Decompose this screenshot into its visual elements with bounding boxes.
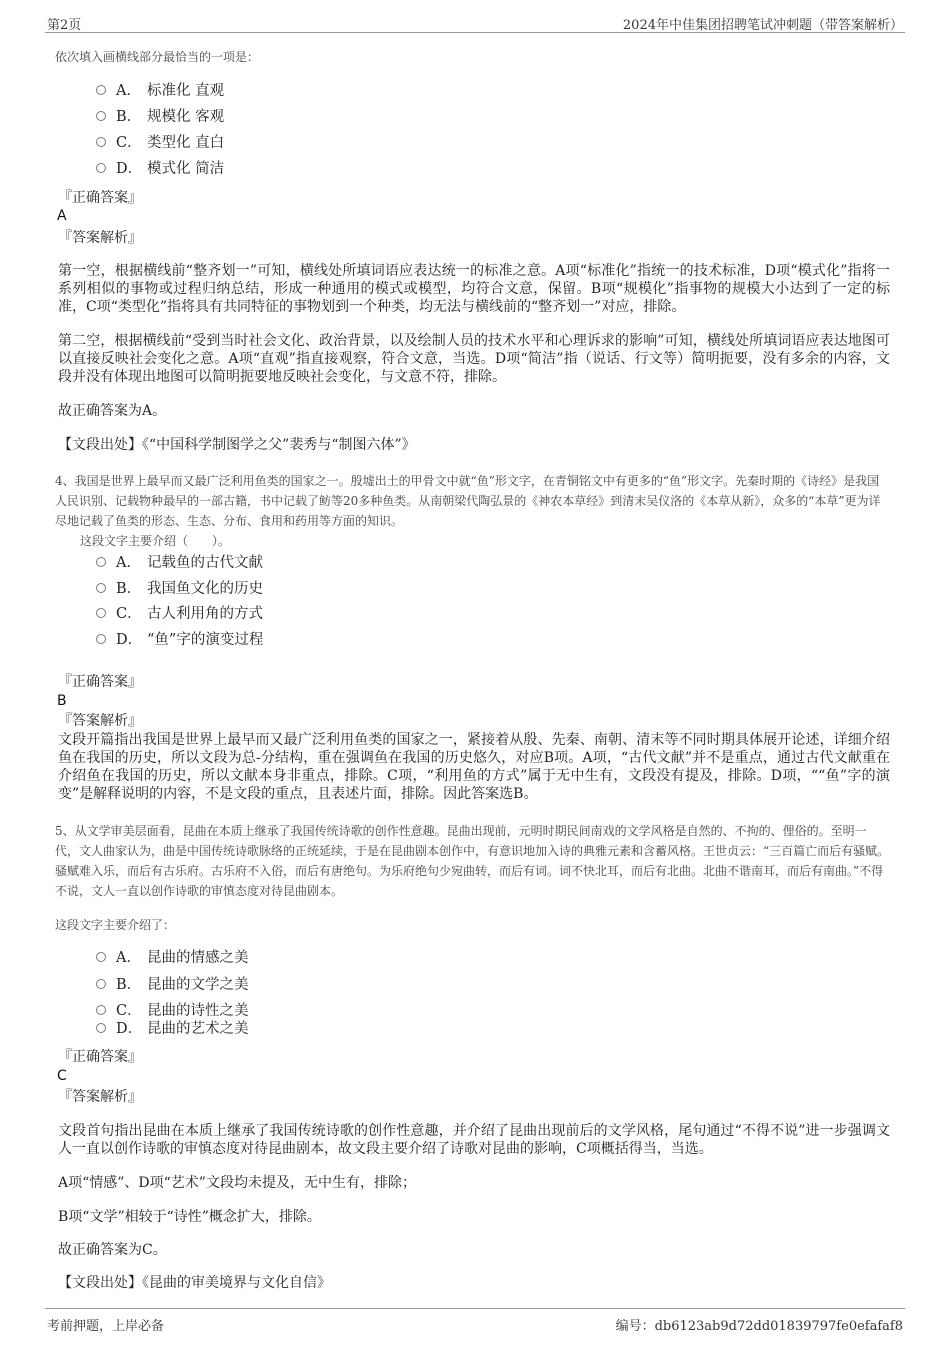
q4-option-c[interactable]	[96, 604, 263, 624]
q4-option-d[interactable]	[96, 630, 263, 650]
option-letter: A．	[116, 555, 141, 571]
option-text: 古人利用角的方式	[147, 606, 263, 622]
option-text: 昆曲的艺术之美	[147, 1021, 249, 1037]
q3-answer: A	[57, 208, 67, 224]
option-text: 昆曲的情感之美	[147, 950, 249, 966]
page-footer	[45, 1308, 905, 1333]
radio-icon[interactable]	[96, 979, 106, 989]
q3-option-d[interactable]	[96, 159, 224, 179]
q4-answer-label: 『正确答案』	[58, 674, 142, 690]
q5-stem: 5、从文学审美层面看，昆曲在本质上继承了我国传统诗歌的创作性意趣。昆曲出现前，元明时期民间南戏的文学风格是自然的、不拘的、俚俗的。至明一代，文人曲家认为，曲是中国传统诗歌脉络的正统延续，于是在昆曲剧本创作中，有意识地加入诗的典雅元素和含蓄风格。王世贞云：“三百篇亡而后有骚赋。骚赋难入乐，而后有古乐府。古乐府不入俗，而后有唐绝句。为乐府绝句少宛曲转，而后有词。词不快北耳，而后有北曲。北曲不谐南耳，而后有南曲。”不得不说，文人一直以创作诗歌的审慎态度对待昆曲剧本。	[55, 824, 890, 898]
option-text: 类型化 直白	[147, 135, 225, 151]
radio-icon[interactable]	[96, 163, 106, 173]
source-label: 【文段出处】	[58, 437, 142, 453]
option-letter: D．	[116, 161, 143, 177]
q5-analysis-paragraph: A项“情感”、D项“艺术”文段均未提及，无中生有，排除；	[58, 1175, 416, 1191]
q4-question: 这段文字主要介绍（ ）。	[80, 534, 231, 548]
option-text: “鱼”字的演变过程	[147, 632, 264, 648]
option-letter: A．	[116, 83, 141, 99]
q3-answer-label: 『正确答案』	[58, 190, 142, 206]
document-id: 编号：db6123ab9d72dd01839797fe0efafaf8	[615, 1319, 903, 1334]
option-letter: A．	[116, 950, 141, 966]
page-header	[45, 12, 905, 33]
q5-source	[58, 1274, 890, 1292]
source-title: 《昆曲的审美境界与文化自信》	[142, 1275, 331, 1291]
q3-conclusion: 故正确答案为A。	[58, 403, 167, 419]
radio-icon[interactable]	[96, 137, 106, 147]
option-text: 规模化 客观	[147, 109, 225, 125]
q5-answer-label: 『正确答案』	[58, 1049, 142, 1065]
option-letter: D．	[116, 1021, 143, 1037]
radio-icon[interactable]	[96, 111, 106, 121]
q3-option-c[interactable]	[96, 133, 224, 153]
source-title: 《“中国科学制图学之父”裴秀与“制图六体”》	[142, 437, 416, 453]
radio-icon[interactable]	[96, 608, 106, 618]
q3-option-b[interactable]	[96, 107, 224, 127]
option-letter: C．	[116, 606, 142, 622]
q5-option-b[interactable]	[96, 975, 249, 995]
radio-icon[interactable]	[96, 557, 106, 567]
option-letter: C．	[116, 135, 142, 151]
radio-icon[interactable]	[96, 1005, 106, 1015]
radio-icon[interactable]	[96, 634, 106, 644]
q4-analysis-label: 『答案解析』	[58, 713, 142, 729]
q3-analysis-paragraph: 第一空，根据横线前“整齐划一”可知，横线处所填词语应表达统一的标准之意。A项“标准化”指统一的技术标准，D项“模式化”指将一系列相似的事物或过程归纳总结，形成一种通用的模式或模型，均符合文意，保留。B项“规模化”指事物的规模大小达到了一定的标准，C项“类型化”指将具有共同特征的事物划到一个种类，均无法与横线前的“整齐划一”对应，排除。	[58, 263, 890, 315]
q4-answer: B	[57, 693, 67, 709]
option-text: 昆曲的诗性之美	[147, 1003, 249, 1019]
radio-icon[interactable]	[96, 1023, 106, 1033]
q4-stem: 4、我国是世界上最早而又最广泛利用鱼类的国家之一。殷墟出土的甲骨文中就“鱼”形文字，在青铜铭文中有更多的“鱼”形文字。先秦时期的《诗经》是我国人民识别、记载物种最早的一部古籍，书中记载了鲂等20多种鱼类。从南朝梁代陶弘景的《神农本草经》到清末吴仪洛的《本草从新》，众多的“本草”更为详尽地记载了鱼类的形态、生态、分布、食用和药用等方面的知识。	[55, 474, 881, 528]
q5-conclusion: 故正确答案为C。	[58, 1242, 167, 1258]
q5-option-c[interactable]	[96, 1001, 249, 1021]
option-text: 我国鱼文化的历史	[147, 581, 263, 597]
source-label: 【文段出处】	[58, 1275, 142, 1291]
q4-option-a[interactable]	[96, 553, 263, 573]
q4-analysis-paragraph: 文段开篇指出我国是世界上最早而又最广泛利用鱼类的国家之一，紧接着从殷、先秦、南朝、清末等不同时期具体展开论述，详细介绍鱼在我国的历史，所以文段为总-分结构，重在强调鱼在我国的历史悠久，对应B项。A项，“古代文献”并不是重点，通过古代文献重在介绍鱼在我国的历史，所以文献本身非重点，排除。C项，“利用鱼的方式”属于无中生有，文段没有提及，排除。D项，““鱼”字的演变”是解释说明的内容，不是文段的重点，且表述片面，排除。因此答案选B。	[58, 732, 890, 802]
q5-answer: C	[57, 1068, 67, 1084]
q5-analysis-paragraph: B项“文学”相较于“诗性”概念扩大，排除。	[58, 1209, 321, 1225]
q5-analysis-paragraph: 文段首句指出昆曲在本质上继承了我国传统诗歌的创作性意趣，并介绍了昆曲出现前后的文学风格，尾句通过“不得不说”进一步强调文人一直以创作诗歌的审慎态度对待昆曲剧本，故文段主要介绍了诗歌对昆曲的影响，C项概括得当，当选。	[58, 1123, 890, 1157]
option-letter: B．	[116, 109, 142, 125]
option-letter: D．	[116, 632, 143, 648]
q3-analysis-label: 『答案解析』	[58, 230, 142, 246]
radio-icon[interactable]	[96, 583, 106, 593]
q3-analysis-paragraph: 第二空，根据横线前“受到当时社会文化、政治背景，以及绘制人员的技术水平和心理诉求的影响”可知，横线处所填词语应表达地图可以直接反映社会变化之意。A项“直观”指直接观察，符合文意，当选。D项“简洁”指（说话、行文等）简明扼要，没有多余的内容，文段并没有体现出地图可以简明扼要地反映社会变化，与文意不符，排除。	[58, 333, 890, 385]
q5-option-d[interactable]	[96, 1019, 249, 1039]
option-letter: B．	[116, 581, 142, 597]
q5-analysis-label: 『答案解析』	[58, 1089, 142, 1105]
footer-slogan: 考前押题，上岸必备	[47, 1319, 165, 1334]
q3-stem-tail: 依次填入画横线部分最恰当的一项是：	[55, 50, 260, 64]
radio-icon[interactable]	[96, 952, 106, 962]
q5-option-a[interactable]	[96, 948, 249, 968]
option-text: 标准化 直观	[147, 83, 225, 99]
q5-question: 这段文字主要介绍了：	[55, 918, 176, 932]
option-text: 记载鱼的古代文献	[147, 555, 263, 571]
q4-option-b[interactable]	[96, 579, 263, 599]
radio-icon[interactable]	[96, 85, 106, 95]
q3-source	[58, 436, 890, 454]
option-letter: C．	[116, 1003, 142, 1019]
page-number: 第2页	[47, 18, 82, 33]
option-text: 昆曲的文学之美	[147, 977, 249, 993]
option-text: 模式化 简洁	[147, 161, 225, 177]
document-title: 2024年中佳集团招聘笔试冲刺题（带答案解析）	[622, 18, 903, 33]
q3-option-a[interactable]	[96, 81, 224, 101]
option-letter: B．	[116, 977, 142, 993]
